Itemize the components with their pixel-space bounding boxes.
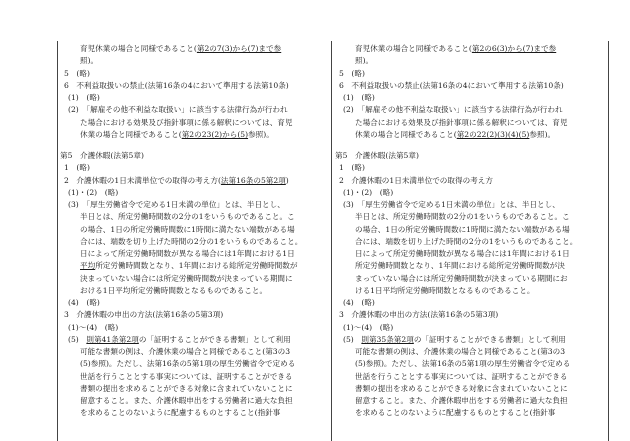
line-text: (5)参照)。ただし、法第16条の5第1項の厚生労働省令で定める: [355, 359, 571, 369]
text-line: [60, 211, 328, 223]
text-line: [335, 104, 603, 116]
underlined-reference: 第2の23(2)から(5): [181, 129, 249, 139]
line-text: 半日とは、所定労働時間数の2分の1をいうものであること。こ: [355, 212, 570, 222]
text-line: [335, 68, 603, 80]
line-text: (1)・(2) (略): [68, 187, 119, 197]
text-line: [60, 162, 328, 174]
text-line: [335, 129, 603, 141]
line-text: 5 (略): [339, 68, 365, 78]
line-text: 可能な書類の例は、介護休業の場合と同様であること(第3の3: [80, 347, 291, 356]
text-line: [335, 162, 603, 174]
line-text: を求めることのないように配慮するものとすること(指針事: [355, 408, 556, 418]
underlined-reference: 第2の7(3)から(7)まで参: [196, 44, 282, 53]
text-line: [60, 273, 328, 285]
text-line: [335, 92, 603, 104]
line-text: 3 介護休暇の申出の方法(法第16条の5第3項): [64, 310, 224, 320]
text-line: [335, 346, 603, 358]
text-line: [60, 358, 328, 370]
line-text: 5 (略): [64, 68, 90, 78]
line-text: (3) 「厚生労働省令で定める1日未満の単位」とは、半日とし、: [68, 200, 285, 209]
text-line: [335, 117, 603, 129]
line-text: 参照)。: [529, 129, 556, 139]
text-line: [60, 346, 328, 358]
line-text: おける1日平均所定労働時間数となるものであること。: [80, 285, 268, 295]
text-line: [335, 322, 603, 334]
text-line: [335, 80, 603, 92]
line-text: 照)。: [80, 56, 99, 66]
text-line: [335, 383, 603, 395]
line-text: (4) (略): [68, 298, 100, 307]
line-text: た場合における効果及び指針事項に係る解釈については、育児: [80, 117, 293, 127]
text-line: [60, 55, 328, 67]
line-text: 6 不利益取扱いの禁止(法第16条の4において準用する法第10条): [64, 80, 289, 90]
line-text: まっていない場合には所定労働時間数が決まっている期間にお: [355, 273, 568, 283]
text-line: [60, 43, 328, 55]
text-line: [335, 273, 603, 285]
underlined-reference: 則第35条第2項: [361, 334, 414, 344]
line-text: 書類の提出を求めることができる対象に含まれていないことに: [355, 383, 568, 393]
text-line: [60, 175, 328, 187]
line-text: 決まっていない場合には所定労働時間数が決まっている期間に: [80, 273, 293, 283]
text-line: [60, 383, 328, 395]
line-text: 所定労働時間数となり、1年間における総所定労働時間数が決: [355, 261, 565, 271]
text-line: [60, 224, 328, 236]
line-text: (3) 「厚生労働省令で定める1日未満の単位」とは、半日とし、: [343, 200, 560, 209]
underlined-reference: 第2の22(2)(3)(4)(5): [456, 129, 530, 139]
text-line: [60, 92, 328, 104]
text-line: [335, 175, 603, 187]
line-text: の場合、1日の所定労働時間数に1時間に満たない端数がある場: [80, 224, 295, 234]
text-line: [60, 129, 328, 141]
blank-line: [335, 141, 603, 150]
line-text: (2) 「解雇その他不利益な取扱い」に該当する法律行為が行われ: [343, 105, 563, 115]
line-text: (2) 「解雇その他不利益な取扱い」に該当する法律行為が行われ: [68, 105, 288, 115]
underlined-reference: 平均: [80, 261, 96, 271]
text-line: [335, 260, 603, 272]
line-text: 留意すること。また、介護休暇申出をする労働者に過大な負担: [80, 396, 293, 405]
text-line: [60, 199, 328, 211]
text-line: [60, 150, 328, 162]
text-line: [335, 309, 603, 321]
text-line: [335, 334, 603, 346]
line-text: 休業の場合と同様であること(: [355, 129, 457, 139]
text-line: [335, 395, 603, 407]
line-text: 可能な書類の例は、介護休業の場合と同様であること(第3の3: [355, 347, 566, 356]
line-text: 合には、端数を切り上げた時間の2分の1をいうものであること。: [355, 236, 578, 246]
blank-line: [60, 141, 328, 150]
line-text: 3 介護休暇の申出の方法(法第16条の5第3項): [339, 310, 499, 320]
text-line: [60, 309, 328, 321]
line-text: 育児休業の場合と同様であること(: [80, 44, 197, 53]
text-line: [335, 358, 603, 370]
line-text: 日によって所定労働時間数が異なる場合には1年間における1日: [80, 249, 295, 258]
text-line: [335, 236, 603, 248]
text-line: [335, 211, 603, 223]
revised-text-column: [60, 43, 328, 420]
line-text: の「証明することができる書類」として利用: [138, 334, 291, 344]
text-line: [335, 187, 603, 199]
text-line: [335, 199, 603, 211]
text-line: [60, 236, 328, 248]
text-line: [60, 334, 328, 346]
text-line: [60, 322, 328, 334]
text-line: [335, 407, 603, 419]
text-line: [60, 117, 328, 129]
text-line: [335, 371, 603, 383]
line-text: 2 介護休暇の1日未満単位での取得の考え方: [339, 175, 493, 185]
line-text: 1 (略): [64, 163, 90, 173]
underlined-reference: 法第16条の5第2項: [220, 175, 286, 185]
line-text: 参照)。: [248, 129, 274, 139]
line-text: の場合、1日の所定労働時間数に1時間に満たない端数がある場: [355, 224, 570, 234]
line-text: た場合における効果及び指針事項に係る解釈については、育児: [355, 117, 568, 127]
line-text: (1) (略): [68, 93, 100, 102]
text-line: [335, 55, 603, 67]
line-text: 書類の提出を求めることができる対象に含まれていないことに: [80, 383, 293, 393]
text-line: [60, 248, 328, 260]
text-line: [60, 187, 328, 199]
line-text: (1)・(2) (略): [343, 187, 394, 197]
text-line: [335, 43, 603, 55]
line-text: を求めることのないように配慮するものとすること(指針事: [80, 408, 281, 418]
line-text: (1)～(4) (略): [343, 322, 394, 332]
line-text: (5)参照)。ただし、法第16条の5第1項の厚生労働省令で定める: [80, 359, 296, 369]
line-text: ): [285, 175, 289, 185]
line-text: 第5 介護休暇(法第5章): [335, 151, 419, 160]
line-text: 日によって所定労働時間数が異なる場合には1年間における1日: [355, 249, 570, 258]
line-text: ける1日平均所定労働時間数となるものであること。: [355, 285, 535, 295]
text-line: [335, 150, 603, 162]
line-text: (4) (略): [343, 298, 375, 307]
line-text: (1) (略): [343, 93, 375, 102]
text-line: [335, 285, 603, 297]
underlined-reference: 第2の6(3)から(7)まで参: [471, 44, 557, 53]
text-line: [60, 68, 328, 80]
line-text: 照)。: [355, 56, 374, 66]
line-text: 世話を行うこととする事実については、証明することができる: [355, 371, 568, 381]
text-line: [60, 297, 328, 309]
line-text: 世話を行うこととする事実については、証明することができる: [80, 371, 293, 381]
line-text: 2 介護休暇の1日未満単位での取得の考え方(: [64, 175, 221, 185]
text-line: [60, 80, 328, 92]
text-line: [335, 297, 603, 309]
line-text: 育児休業の場合と同様であること(: [355, 44, 472, 53]
line-text: 1 (略): [339, 163, 365, 173]
text-line: [60, 104, 328, 116]
line-text: 半日とは、所定労働時間数の2分の1をいうものであること。こ: [80, 212, 295, 222]
line-text: 6 不利益取扱いの禁止(法第16条の4において準用する法第10条): [339, 80, 564, 90]
line-text: 留意すること。また、介護休暇申出をする労働者に過大な負担: [355, 396, 568, 405]
text-line: [60, 395, 328, 407]
line-text: 休業の場合と同様であること(: [80, 129, 182, 139]
text-line: [60, 260, 328, 272]
text-line: [335, 224, 603, 236]
text-line: [60, 285, 328, 297]
line-text: 所定労働時間数となり、1年間における総所定労働時間数が: [95, 261, 298, 271]
line-text: の「証明することができる書類」として利用: [413, 334, 566, 344]
line-text: (5): [68, 334, 87, 344]
line-text: (1)～(4) (略): [68, 322, 119, 332]
line-text: (5): [343, 334, 362, 344]
line-text: 第5 介護休暇(法第5章): [60, 151, 144, 160]
text-line: [60, 371, 328, 383]
text-line: [335, 248, 603, 260]
underlined-reference: 則第41条第2項: [86, 334, 139, 344]
text-line: [60, 407, 328, 419]
current-text-column: [335, 43, 603, 420]
line-text: 合には、端数を切り上げた時間の2分の1をいうものであること。: [80, 236, 303, 246]
column-divider: [331, 41, 332, 441]
